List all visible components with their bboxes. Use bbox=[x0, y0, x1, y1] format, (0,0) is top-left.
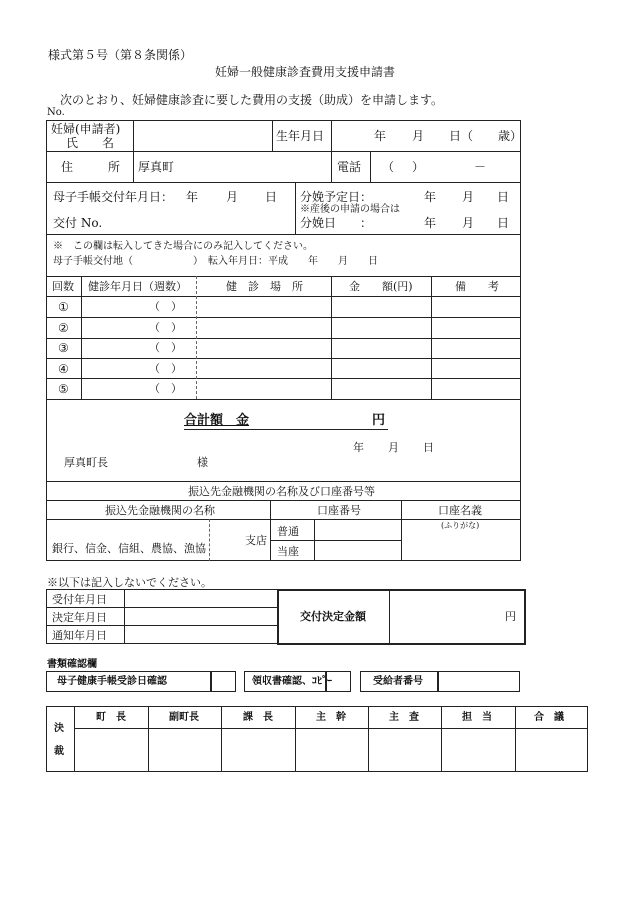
year-unit: 年 bbox=[374, 129, 387, 143]
phone-paren-open: （ bbox=[382, 160, 395, 174]
role-chief: 主 幹 bbox=[316, 712, 346, 723]
month-unit: 月 bbox=[412, 129, 425, 143]
exam-row-weeks[interactable]: （ ） bbox=[149, 321, 182, 334]
office-row-label: 受付年月日 bbox=[52, 593, 107, 606]
no-label: No. bbox=[47, 107, 65, 118]
account-number-header: 口座番号 bbox=[317, 504, 361, 517]
furigana-label: (ふりがな) bbox=[441, 521, 480, 530]
amount-unit: 円 bbox=[505, 610, 516, 623]
bank-name-header: 振込先金融機関の名称 bbox=[105, 504, 215, 517]
account-holder-header: 口座名義 bbox=[438, 504, 482, 517]
row-divider bbox=[46, 607, 278, 608]
branch-label: 支店 bbox=[245, 534, 267, 547]
row-divider bbox=[46, 378, 521, 379]
mayor-label: 厚真町長 bbox=[64, 456, 108, 469]
birth-date-label: 生年月日 bbox=[276, 129, 325, 143]
issue-no-label: 交付 No. bbox=[53, 216, 103, 230]
row-divider bbox=[270, 540, 401, 541]
stamp-cell-staff[interactable] bbox=[442, 729, 514, 771]
day-unit: 日 bbox=[265, 190, 278, 204]
role-inspector: 主 査 bbox=[389, 712, 419, 723]
row-divider bbox=[46, 519, 521, 520]
month-unit: 月 bbox=[462, 216, 475, 230]
exam-header-date: 健診年月日（週数） bbox=[88, 280, 187, 293]
year-unit: 年 bbox=[186, 190, 199, 204]
row-divider bbox=[46, 296, 521, 297]
row-divider bbox=[46, 234, 521, 235]
exam-row-number: ② bbox=[58, 321, 69, 335]
amount-label: 交付決定金額 bbox=[300, 610, 366, 623]
exam-header-place: 健 診 場 所 bbox=[226, 280, 303, 293]
row-divider bbox=[46, 182, 521, 183]
col-divider bbox=[272, 120, 273, 151]
postnatal-note: ※産後の申請の場合は bbox=[300, 204, 400, 215]
row-divider bbox=[46, 317, 521, 318]
address-value[interactable]: 厚真町 bbox=[138, 160, 175, 174]
col-divider bbox=[81, 276, 82, 399]
col-divider bbox=[270, 500, 271, 561]
receipt-label: 領収書確認、ｺﾋﾟｰ bbox=[252, 676, 332, 687]
col-divider bbox=[196, 276, 197, 399]
bank-types: 銀行、信金、信組、農協、漁協 bbox=[52, 542, 206, 555]
day-unit: 日 bbox=[497, 190, 510, 204]
col-divider bbox=[389, 589, 390, 645]
approval-side-label-2: 裁 bbox=[54, 746, 64, 757]
role-section-chief: 課 長 bbox=[243, 712, 273, 723]
total-underline bbox=[184, 429, 388, 430]
phone-dash: － bbox=[474, 160, 487, 174]
row-divider bbox=[46, 500, 521, 501]
day-unit: 日（ bbox=[449, 129, 474, 143]
honorific: 様 bbox=[197, 456, 208, 469]
col-divider bbox=[295, 182, 296, 234]
row-divider bbox=[46, 399, 521, 400]
docs-title: 書類確認欄 bbox=[47, 659, 97, 670]
year-unit: 年 bbox=[424, 190, 437, 204]
role-staff: 担 当 bbox=[462, 712, 492, 723]
row-divider bbox=[46, 481, 521, 482]
recipient-label: 受給者番号 bbox=[373, 676, 423, 687]
address-label-2: 所 bbox=[108, 160, 121, 174]
form-number: 様式第５号（第８条関係） bbox=[48, 48, 193, 62]
col-divider bbox=[314, 519, 315, 561]
stamp-cell-chief[interactable] bbox=[296, 729, 367, 771]
row-divider bbox=[46, 276, 521, 277]
col-divider bbox=[209, 519, 210, 561]
col-divider bbox=[124, 589, 125, 644]
office-note: ※以下は記入しないでください。 bbox=[47, 576, 212, 589]
row-divider bbox=[46, 151, 521, 152]
age-unit: 歳） bbox=[498, 129, 523, 143]
exam-row-weeks[interactable]: （ ） bbox=[149, 382, 182, 395]
month-unit: 月 bbox=[462, 190, 475, 204]
stamp-cell-consultation[interactable] bbox=[516, 729, 587, 771]
exam-row-number: ④ bbox=[58, 362, 69, 376]
office-row-label: 決定年月日 bbox=[52, 611, 107, 624]
applicant-name-field[interactable] bbox=[134, 121, 271, 150]
exam-row-weeks[interactable]: （ ） bbox=[149, 300, 182, 313]
stamp-cell-deputy-mayor[interactable] bbox=[149, 729, 220, 771]
approval-side-label: 決 bbox=[54, 723, 64, 734]
applicant-name-label: 妊婦(申請者) bbox=[51, 122, 121, 136]
stamp-cell-section-chief[interactable] bbox=[222, 729, 294, 771]
exam-row-number: ⑤ bbox=[58, 382, 69, 396]
col-divider bbox=[370, 151, 371, 182]
issue-date-label: 母子手帳交付年月日： bbox=[53, 190, 174, 204]
exam-header-remarks: 備 考 bbox=[455, 280, 499, 293]
row-divider bbox=[46, 625, 278, 626]
form-title: 妊婦一般健康診査費用支援申請書 bbox=[215, 65, 396, 79]
month-unit: 月 bbox=[388, 441, 399, 454]
phone-paren-close: ） bbox=[412, 160, 425, 174]
exam-row-weeks[interactable]: （ ） bbox=[149, 341, 182, 354]
row-divider bbox=[46, 358, 521, 359]
applicant-name-label-2: 氏 名 bbox=[66, 136, 115, 150]
day-unit: 日 bbox=[497, 216, 510, 230]
day-unit: 日 bbox=[423, 441, 434, 454]
recipient-number-field[interactable] bbox=[438, 671, 520, 692]
transfer-note: ※ この欄は転入してきた場合にのみ記入してください。 bbox=[53, 241, 313, 252]
account-type-ordinary[interactable]: 普通 bbox=[277, 525, 299, 538]
exam-header-count: 回数 bbox=[52, 280, 74, 293]
stamp-cell-mayor[interactable] bbox=[75, 729, 147, 771]
due-date-label: 分娩予定日： bbox=[300, 190, 373, 204]
total-label: 合計額 金 bbox=[184, 413, 250, 428]
col-divider bbox=[133, 151, 134, 182]
phone-label: 電話 bbox=[337, 160, 362, 174]
col-divider bbox=[431, 276, 432, 399]
birth-date-field[interactable] bbox=[332, 121, 523, 150]
col-divider bbox=[401, 500, 402, 561]
role-consultation: 合 議 bbox=[534, 712, 564, 723]
account-type-current[interactable]: 当座 bbox=[277, 545, 299, 558]
year-unit: 年 bbox=[353, 441, 364, 454]
total-unit: 円 bbox=[372, 413, 386, 428]
exam-row-weeks[interactable]: （ ） bbox=[149, 362, 182, 375]
bank-section-title: 振込先金融機関の名称及び口座番号等 bbox=[188, 485, 375, 498]
transfer-line: 母子手帳交付地（ ） 転入年月日：平成 年 月 日 bbox=[53, 256, 378, 267]
role-mayor: 町 長 bbox=[96, 712, 126, 723]
address-label: 住 bbox=[61, 160, 74, 174]
col-divider bbox=[331, 276, 332, 399]
intro-text: 次のとおり、妊婦健康診査に要した費用の支援（助成）を申請します。 bbox=[60, 93, 444, 107]
row-divider bbox=[46, 338, 521, 339]
checkup-checkbox[interactable] bbox=[211, 671, 236, 692]
exam-row-number: ③ bbox=[58, 341, 69, 355]
role-deputy-mayor: 副町長 bbox=[169, 712, 199, 723]
exam-row-number: ① bbox=[58, 300, 69, 314]
stamp-cell-inspector[interactable] bbox=[369, 729, 440, 771]
checkup-label: 母子健康手帳受診日確認 bbox=[57, 676, 167, 687]
birth-date-label: 分娩日 ： bbox=[300, 216, 373, 230]
month-unit: 月 bbox=[226, 190, 239, 204]
exam-header-amount: 金 額(円) bbox=[349, 280, 413, 293]
office-row-label: 通知年月日 bbox=[52, 629, 107, 642]
year-unit: 年 bbox=[424, 216, 437, 230]
